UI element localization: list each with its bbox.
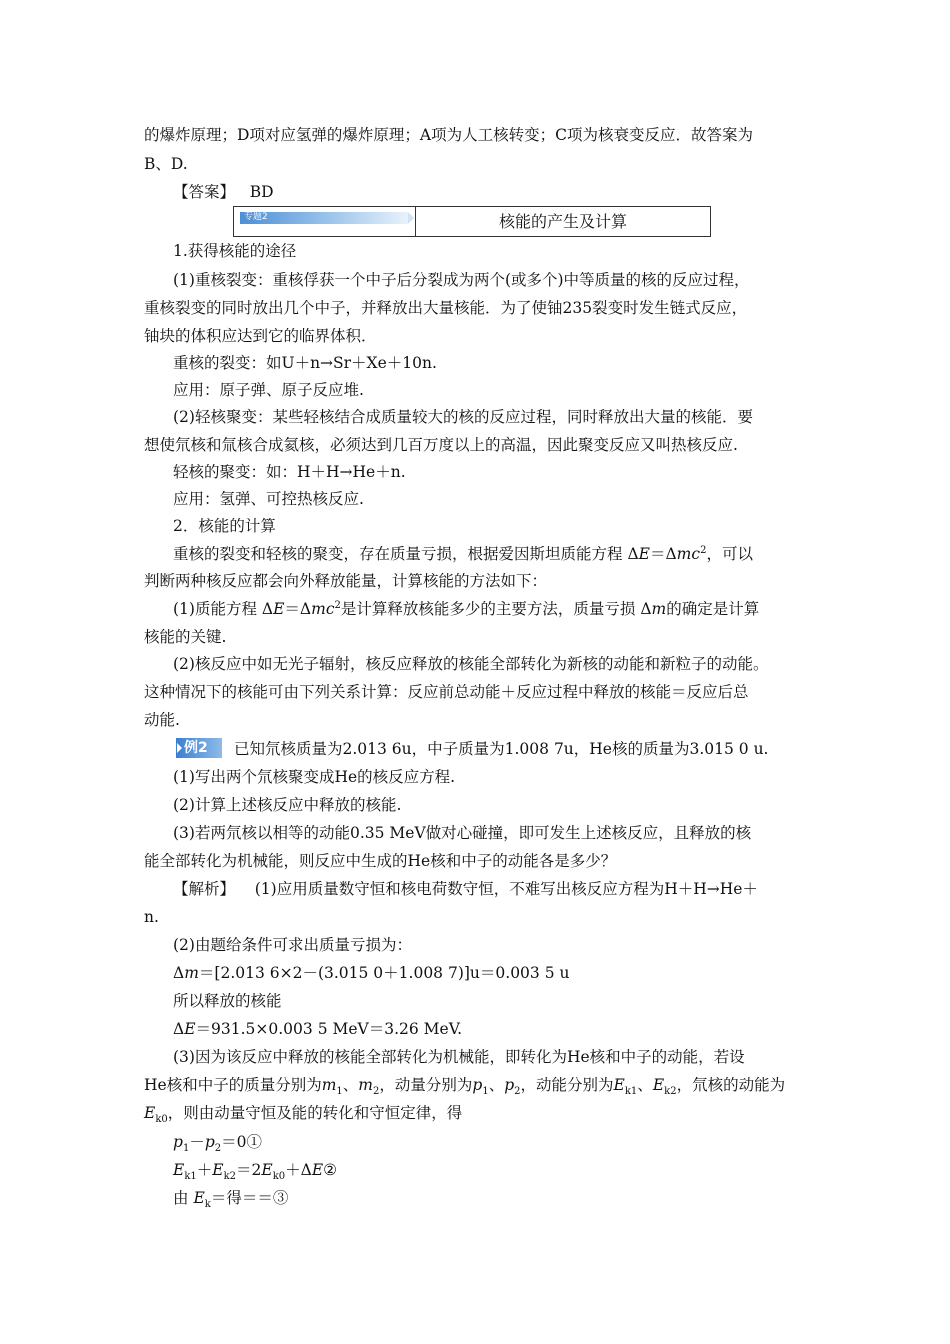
answer-value: BD	[249, 183, 274, 201]
equation-1: $p_1-p_2=0①$	[173, 1133, 263, 1155]
text-span: 、	[488, 1076, 505, 1094]
text-line: (1)质能方程 ΔE＝Δmc$^2$是计算释放核能多少的主要方法，质量亏损 Δm的确定是计算	[173, 599, 760, 618]
text-span: (1)质能方程	[173, 600, 257, 618]
text-line: (1)重核裂变：重核俘获一个中子后分裂成为两个(或多个)中等质量的核的反应过程，	[173, 271, 750, 289]
topic-header	[233, 206, 711, 237]
answer-label: 【答案】	[173, 183, 236, 201]
text-line: 的爆炸原理；D项对应氢弹的爆炸原理；A项为人工核转变；C项为核衰变反应．故答案为	[144, 126, 753, 144]
text-line: 应用：氢弹、可控热核反应.	[173, 490, 364, 508]
text-line: 重核裂变的同时放出几个中子，并释放出大量核能．为了使铀235裂变时发生链式反应，	[144, 299, 748, 317]
text-line: He核和中子的质量分别为$m_1$、$m_2$，动量分别为$p_1$、$p_2$，动能分别为$E_{k1}$、$E_{k2}$，氘核的动能为	[144, 1076, 786, 1098]
example-badge: 例2	[176, 738, 222, 758]
text-line: 这种情况下的核能可由下列关系计算：反应前总动能＋反应过程中释放的核能＝反应后总	[144, 683, 749, 701]
text-line: $E_{k0}$，则由动量守恒及能的转化和守恒定律，得	[144, 1104, 463, 1126]
topic-tag-label: 专题2	[244, 212, 268, 222]
text-line: 重核的裂变和轻核的聚变，存在质量亏损，根据爱因斯坦质能方程 ΔE＝Δmc$^2$，可以	[173, 544, 753, 563]
text-line: 重核的裂变：如U＋n→Sr＋Xe＋10n.	[173, 354, 437, 372]
text-line: n.	[144, 908, 159, 926]
section-heading: 2．核能的计算	[173, 517, 276, 535]
text-span: 、	[637, 1076, 653, 1094]
text-span: 重核的裂变和轻核的聚变，存在质量亏损，根据爱因斯坦质能方程	[173, 545, 623, 563]
text-line: 核能的关键.	[144, 628, 227, 646]
text-line: (2)轻核聚变：某些轻核结合成质量较大的核的反应过程，同时释放出大量的核能．要	[173, 408, 753, 426]
text-span: (1)应用质量数守恒和核电荷数守恒，不难写出核反应方程为H＋H→He＋	[254, 880, 758, 898]
section-heading: 1.获得核能的途径	[173, 242, 297, 260]
equation-2: $E_{k1}+E_{k2}=2E_{k0}+\Delta E②$	[173, 1161, 338, 1183]
text-span: ，氘核的动能为	[676, 1076, 786, 1094]
topic-tag-cell	[234, 207, 416, 236]
text-span: ＝0①	[221, 1133, 263, 1151]
text-line: (3)若两氘核以相等的动能0.35 MeV做对心碰撞，即可发生上述核反应，且释放的核	[173, 824, 752, 842]
text-line: 铀块的体积应达到它的临界体积．	[144, 327, 377, 345]
text-line: 判断两种核反应都会向外释放能量，计算核能的方法如下：	[144, 572, 548, 590]
text-span: 的确定是计算	[666, 600, 760, 618]
text-span: ＝[2.013 6×2－(3.015 0＋1.008 7)]u＝0.003 5 u	[198, 964, 570, 982]
text-line: 想使氘核和氚核合成氦核，必须达到几百万度以上的高温，因此聚变反应又叫热核反应.	[144, 436, 738, 454]
text-line	[173, 879, 758, 899]
text-span: 、	[342, 1076, 359, 1094]
text-line: (3)因为该反应中释放的核能全部转化为机械能，即转化为He核和中子的动能，若设	[173, 1048, 745, 1066]
text-span: ＝得＝＝③	[210, 1189, 289, 1207]
text-span: ②	[323, 1161, 338, 1179]
text-span: ＝931.5×0.003 5 MeV＝3.26 MeV.	[195, 1020, 463, 1038]
text-line: B、D.	[144, 155, 188, 173]
text-line: 应用：原子弹、原子反应堆.	[173, 381, 364, 399]
topic-tag	[240, 212, 408, 224]
text-span: ，则由动量守恒及能的转化和守恒定律，得	[167, 1104, 463, 1122]
text-line: 所以释放的核能	[173, 992, 282, 1010]
equation-3: 由 $E_k=$得＝＝③	[173, 1189, 289, 1211]
text-span: ，动能分别为	[520, 1076, 614, 1094]
text-line: 能全部转化为机械能，则反应中生成的He核和中子的动能各是多少？	[144, 852, 617, 870]
text-line: (2)由题给条件可求出质量亏损为：	[173, 936, 412, 954]
arrow-icon	[408, 212, 414, 224]
text-line: (1)写出两个氘核聚变成He的核反应方程.	[173, 768, 456, 786]
answer-line	[173, 182, 274, 202]
topic-title: 核能的产生及计算	[498, 212, 627, 231]
text-span: ，动量分别为	[379, 1076, 473, 1094]
text-span: He核和中子的质量分别为	[144, 1076, 322, 1094]
text-span: 是计算释放核能多少的主要方法，质量亏损	[340, 600, 636, 618]
text-line: 已知氘核质量为2.013 6u，中子质量为1.008 7u，He核的质量为3.015 0 u.	[234, 740, 769, 758]
text-line: (2)计算上述核反应中释放的核能.	[173, 796, 402, 814]
text-line: 动能.	[144, 711, 180, 729]
text-line: Δm＝[2.013 6×2－(3.015 0＋1.008 7)]u＝0.003 5 u	[173, 964, 570, 982]
text-line: ΔE＝931.5×0.003 5 MeV＝3.26 MeV.	[173, 1020, 463, 1038]
text-line: 轻核的聚变：如：H＋H→He＋n.	[173, 463, 406, 481]
text-span: ，可以	[706, 545, 753, 563]
solution-label: 【解析】	[173, 880, 236, 898]
text-span: 由	[173, 1189, 189, 1207]
text-line: (2)核反应中如无光子辐射，核反应释放的核能全部转化为新核的动能和新粒子的动能。	[173, 655, 769, 673]
